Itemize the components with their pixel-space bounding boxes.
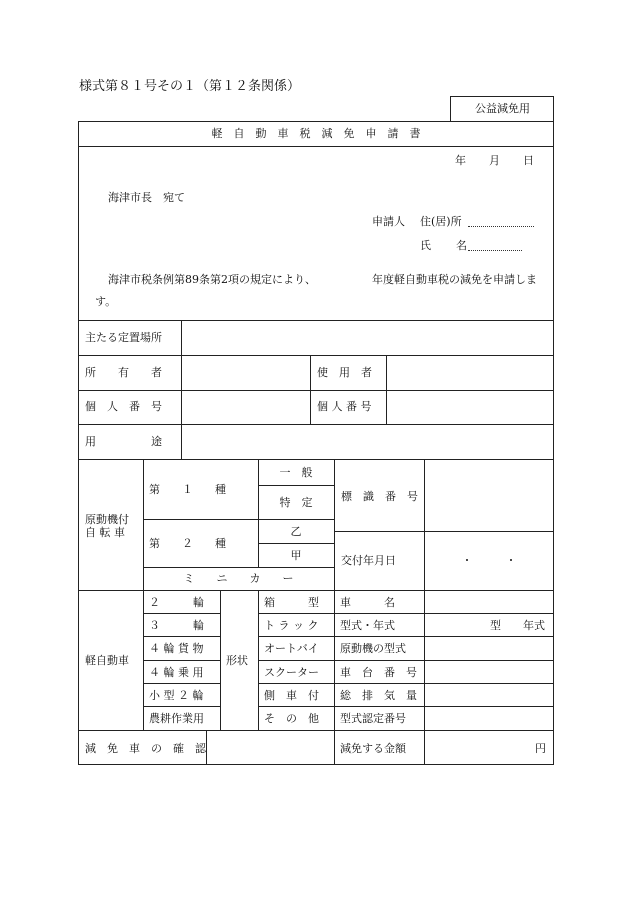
shape-label: 形状 (226, 654, 248, 667)
owner-label: 所 有 者 (85, 366, 162, 379)
class-2-label: 第 ２ 種 (149, 537, 226, 550)
name-label-2: 名 (456, 239, 467, 252)
wheel-type-3: ３ 輪 (149, 619, 204, 632)
attr-model-year: 型式・年式 (340, 619, 395, 632)
addressee: 海津市長 宛て (108, 191, 185, 204)
attr-engine-model: 原動機の型式 (340, 642, 406, 655)
wheel-type-4-cargo: ４ 輪 貨 物 (149, 642, 204, 655)
name-field[interactable] (468, 239, 522, 251)
plate-number-label: 標 識 番 号 (341, 490, 418, 503)
attr-vehicle-name: 車 名 (340, 596, 395, 609)
address-field[interactable] (468, 215, 534, 227)
general-label: 一 般 (279, 466, 313, 479)
statement-part-3: す。 (95, 295, 117, 308)
shape-truck: ト ラ ッ ク (264, 619, 319, 632)
ko-label: 甲 (290, 549, 302, 562)
light-vehicle-label: 軽自動車 (85, 654, 129, 667)
statement-part-2: 年度軽自動車税の減免を申請しま (372, 273, 537, 286)
user-label: 使 用 者 (317, 366, 372, 379)
name-label-1: 氏 (420, 239, 431, 252)
statement-part-1: 海津市税条例第89条第2項の規定により、 (108, 273, 316, 286)
issue-date-label: 交付年月日 (341, 554, 396, 567)
attr-chassis-number: 車 台 番 号 (340, 666, 417, 679)
applicant-label: 申請人 (372, 215, 405, 228)
wheel-type-4-passenger: ４ 輪 乗 用 (149, 666, 204, 679)
shape-motorcycle: オートバイ (264, 642, 319, 655)
purpose-label: 用 途 (85, 435, 162, 448)
form-number: 様式第８１号その１（第１２条関係） (79, 79, 301, 94)
moped-group-label-2: 自 転 車 (85, 526, 125, 539)
confirm-label: 減 免 車 の 確 認 (85, 742, 206, 755)
attr-displacement: 総 排 気 量 (340, 689, 417, 702)
model-year-value: 型 年式 (490, 619, 545, 632)
user-personal-number-label: 個 人 番 号 (317, 400, 372, 413)
shape-scooter: スクーター (264, 666, 319, 679)
date-year: 年 (455, 154, 466, 167)
shape-box: 箱 型 (264, 596, 319, 609)
mini-car-label: ミ ニ カ ー (183, 572, 294, 585)
usage-badge: 公益減免用 (475, 102, 530, 115)
date-month: 月 (489, 154, 500, 167)
issue-date-dots: ・ ・ (461, 554, 517, 567)
amount-label: 減免する金額 (340, 742, 406, 755)
wheel-type-farm: 農耕作業用 (149, 712, 204, 725)
special-label: 特 定 (279, 496, 313, 509)
date-day: 日 (523, 154, 534, 167)
wheel-type-small-2: 小 型 ２ 輪 (149, 689, 204, 702)
owner-personal-number-label: 個 人 番 号 (85, 400, 162, 413)
form-title: 軽 自 動 車 税 減 免 申 請 書 (211, 127, 421, 140)
storage-place-label: 主たる定置場所 (85, 331, 162, 344)
address-label: 住(居)所 (420, 215, 462, 228)
yen-unit: 円 (535, 742, 546, 755)
attr-certification-number: 型式認定番号 (340, 712, 406, 725)
otsu-label: 乙 (290, 525, 302, 538)
class-1-label: 第 １ 種 (149, 483, 226, 496)
shape-sidecar: 側 車 付 (264, 689, 319, 702)
shape-other: そ の 他 (264, 712, 319, 725)
wheel-type-2: ２ 輪 (149, 596, 204, 609)
moped-group-label-1: 原動機付 (85, 513, 129, 526)
